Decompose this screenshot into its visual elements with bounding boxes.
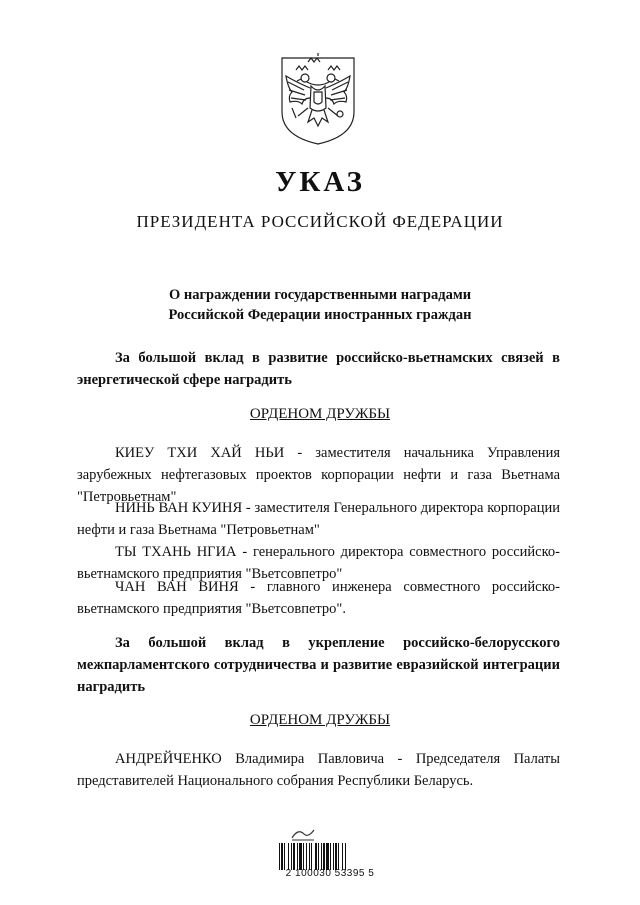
awardee-paragraph: ТЫ ТХАНЬ НГИА - генерального директора совместного российско-вьетнамского предприятия "Вьетсовпетро" <box>77 544 560 582</box>
coat-of-arms-icon <box>278 52 358 146</box>
barcode-bar <box>345 843 346 870</box>
printing-mark-icon <box>290 826 316 842</box>
section-2-intro: За большой вклад в укрепление российско-белорусского межпарламентского сотрудничества и развитие евразийской интеграции наградить <box>77 635 560 695</box>
barcode-bar <box>323 843 325 870</box>
barcode-bar <box>279 843 280 870</box>
barcode-bar <box>333 843 334 870</box>
awardee-paragraph: ЧАН ВАН ВИНЯ - главного инженера совместного российско-вьетнамского предприятия "Вьетсовпетро". <box>77 579 560 617</box>
section-1-order-name: ОРДЕНОМ ДРУЖБЫ <box>249 406 391 422</box>
decree-subject <box>0 285 640 325</box>
barcode-bar <box>288 843 289 870</box>
barcode-bar <box>299 843 302 870</box>
awardee-paragraph: НИНЬ ВАН КУИНЯ - заместителя Генерального директора корпорации нефти и газа Вьетнама "Петровьетнам" <box>77 500 560 538</box>
barcode-bar <box>311 843 312 870</box>
barcode-bar <box>293 843 295 870</box>
barcode-bar <box>303 843 304 870</box>
barcode-bar <box>330 843 331 870</box>
barcode-bar <box>318 843 319 870</box>
subject-line-2: Российской Федерации иностранных граждан <box>168 307 472 323</box>
barcode-bar <box>315 843 317 870</box>
barcode-bar <box>291 843 292 870</box>
barcode-bar <box>306 843 307 870</box>
barcode-icon <box>278 843 376 870</box>
subject-line-1: О награждении государственными наградами <box>168 287 472 303</box>
barcode-bar <box>326 843 329 870</box>
document-subtitle: ПРЕЗИДЕНТА РОССИЙСКОЙ ФЕДЕРАЦИИ <box>136 212 504 231</box>
barcode-bar <box>338 843 339 870</box>
awardee-paragraph: КИЕУ ТХИ ХАЙ НЬИ - заместителя начальника Управления зарубежных нефтегазовых проектов корпорации нефти и газа Вьетнама "Петровьетнам" <box>77 445 560 505</box>
barcode-bar <box>281 843 283 870</box>
barcode-number: 2 100030 53395 5 <box>285 868 375 879</box>
section-2-order-name: ОРДЕНОМ ДРУЖБЫ <box>249 712 391 728</box>
document-title: УКАЗ <box>275 166 365 198</box>
barcode-bar <box>284 843 285 870</box>
section-1-intro: За большой вклад в развитие российско-вьетнамских связей в энергетической сфере наградить <box>77 350 560 388</box>
barcode-bar <box>297 843 298 870</box>
barcode-bar <box>321 843 322 870</box>
awardee-paragraph: АНДРЕЙЧЕНКО Владимира Павловича - Председателя Палаты представителей Национального собрания Республики Беларусь. <box>77 751 560 789</box>
barcode-bar <box>342 843 343 870</box>
barcode-bar <box>335 843 337 870</box>
barcode-bar <box>309 843 310 870</box>
